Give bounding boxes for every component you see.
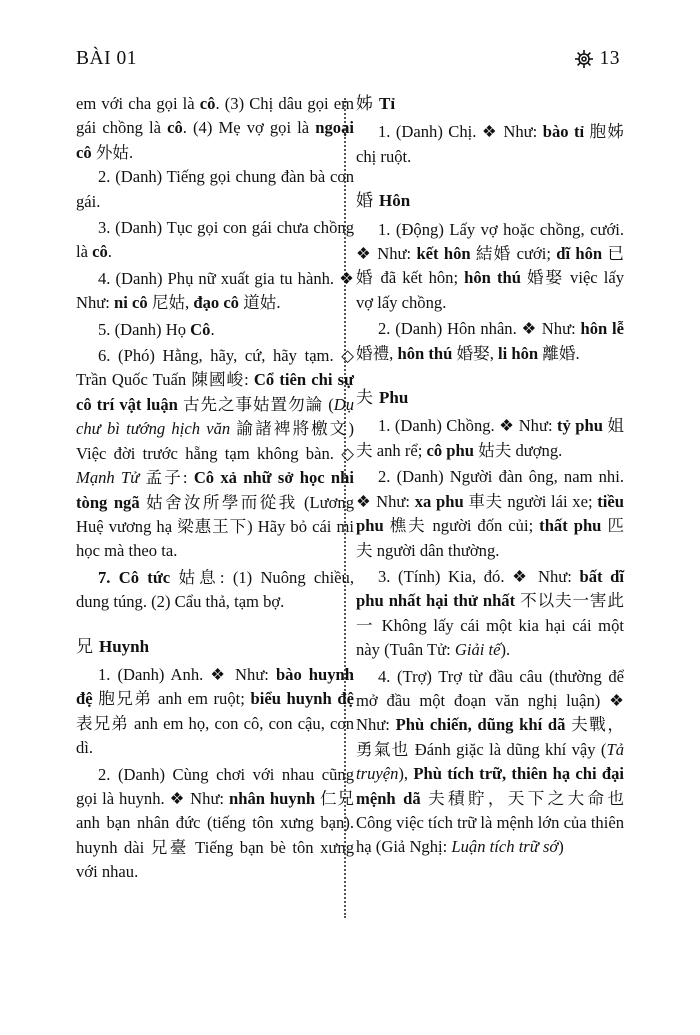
sense-2: 2. (Danh) Tiếng gọi chung đàn bà con gái.: [76, 167, 354, 211]
sense-3: 3. (Danh) Tục gọi con gái chưa chồng là cô.: [76, 218, 354, 262]
entry-heading-hon: 婚 Hôn: [356, 191, 411, 211]
phu-sense-3: 3. (Tính) Kia, đó. ❖ Như: bất dĩ phu nhất hại thử nhất 不以夫一害此一 Không lấy cái một kia hại cái một này (Tuân Tử: Giải tế).: [356, 566, 624, 660]
entry-heading-phu: 夫 Phu: [356, 388, 409, 408]
right-column: [356, 92, 624, 862]
page-number-group: [574, 48, 621, 70]
continued-sense: em với cha gọi là cô. (3) Chị dâu gọi em gái chồng là cô. (4) Mẹ vợ gọi là ngoại cô 外姑.: [76, 94, 355, 162]
lesson-title: BÀI 01: [76, 48, 137, 69]
gear-ornament-icon: [574, 49, 594, 69]
phu-sense-1: 1. (Danh) Chồng. ❖ Như: tỷ phu 姐夫 anh rể; cô phu 姑夫 dượng.: [356, 416, 624, 460]
hon-sense-2: 2. (Danh) Hôn nhân. ❖ Như: hôn lễ 婚禮, hôn thú 婚娶, li hôn 離婚.: [356, 319, 624, 363]
sense-6: 6. (Phó) Hằng, hãy, cứ, hãy tạm. ◇ Trần Quốc Tuấn 陳國峻: Cổ tiên chi sự cô trí vật luận 古先之事姑置勿論 (Dụ chư bì tướng hịch văn 諭諸裨將檄文) Việc đời trước hẵng tạm không bàn. ◇ Mạnh Tử 孟子: Cô xả nhữ sở học nhi tòng ngã 姑舍汝所學而從我 (Lương Huệ vương hạ 梁惠王下) Hãy bỏ cái mi học mà theo ta.: [76, 346, 354, 561]
sense-4: 4. (Danh) Phụ nữ xuất gia tu hành. ❖ Như: ni cô 尼姑, đạo cô 道姑.: [76, 268, 354, 313]
entry-heading-huynh: 兄 Huynh: [76, 636, 150, 656]
hon-sense-1: 1. (Động) Lấy vợ hoặc chồng, cưới. ❖ Như: kết hôn 結婚 cưới; dĩ hôn 已婚 đã kết hôn; hôn thú 婚娶 việc lấy vợ lấy chồng.: [356, 219, 624, 312]
sense-7: 7. Cô tức 姑息: (1) Nuông chiều, dung túng. (2) Cẩu thả, tạm bợ.: [76, 567, 354, 612]
phu-sense-4: 4. (Trợ) Trợ từ đầu câu (thường để mở đầu một đoạn văn nghị luận) ❖ Như: Phù chiến, dũng khí dã 夫戰，勇氣也 Đánh giặc là dũng khí vậy (Tả truyện), Phù tích trữ, thiên hạ chi đại mệnh dã 夫積貯，天下之大命也 Công việc tích trữ là mệnh lớn của thiên hạ (Giả Nghị: Luận tích trữ sớ): [356, 666, 624, 857]
entry-heading-ti: 姊 Tỉ: [356, 94, 396, 113]
left-column: [76, 92, 354, 887]
page-header: [0, 42, 700, 72]
ti-sense-1: 1. (Danh) Chị. ❖ Như: bào tỉ 胞姊 chị ruột.: [356, 122, 624, 166]
phu-sense-2: 2. (Danh) Người đàn ông, nam nhi. ❖ Như: xa phu 車夫 người lái xe; tiều phu 樵夫 người đốn củi; thất phu 匹夫 người dân thường.: [356, 467, 625, 560]
huynh-sense-1: 1. (Danh) Anh. ❖ Như: bào huynh đệ 胞兄弟 anh em ruột; biểu huynh đệ 表兄弟 anh em họ, con cô, con cậu, con dì.: [76, 664, 354, 758]
huynh-sense-2: 2. (Danh) Cùng chơi với nhau cũng gọi là huynh. ❖ Như: nhân huynh 仁兄 anh bạn nhân đức (tiếng tôn xưng bạn). huynh dài 兄臺 Tiếng bạn bè tôn xưng với nhau.: [76, 764, 354, 882]
sense-5: 5. (Danh) Họ Cô.: [98, 319, 215, 339]
page-number: 13: [599, 48, 620, 69]
